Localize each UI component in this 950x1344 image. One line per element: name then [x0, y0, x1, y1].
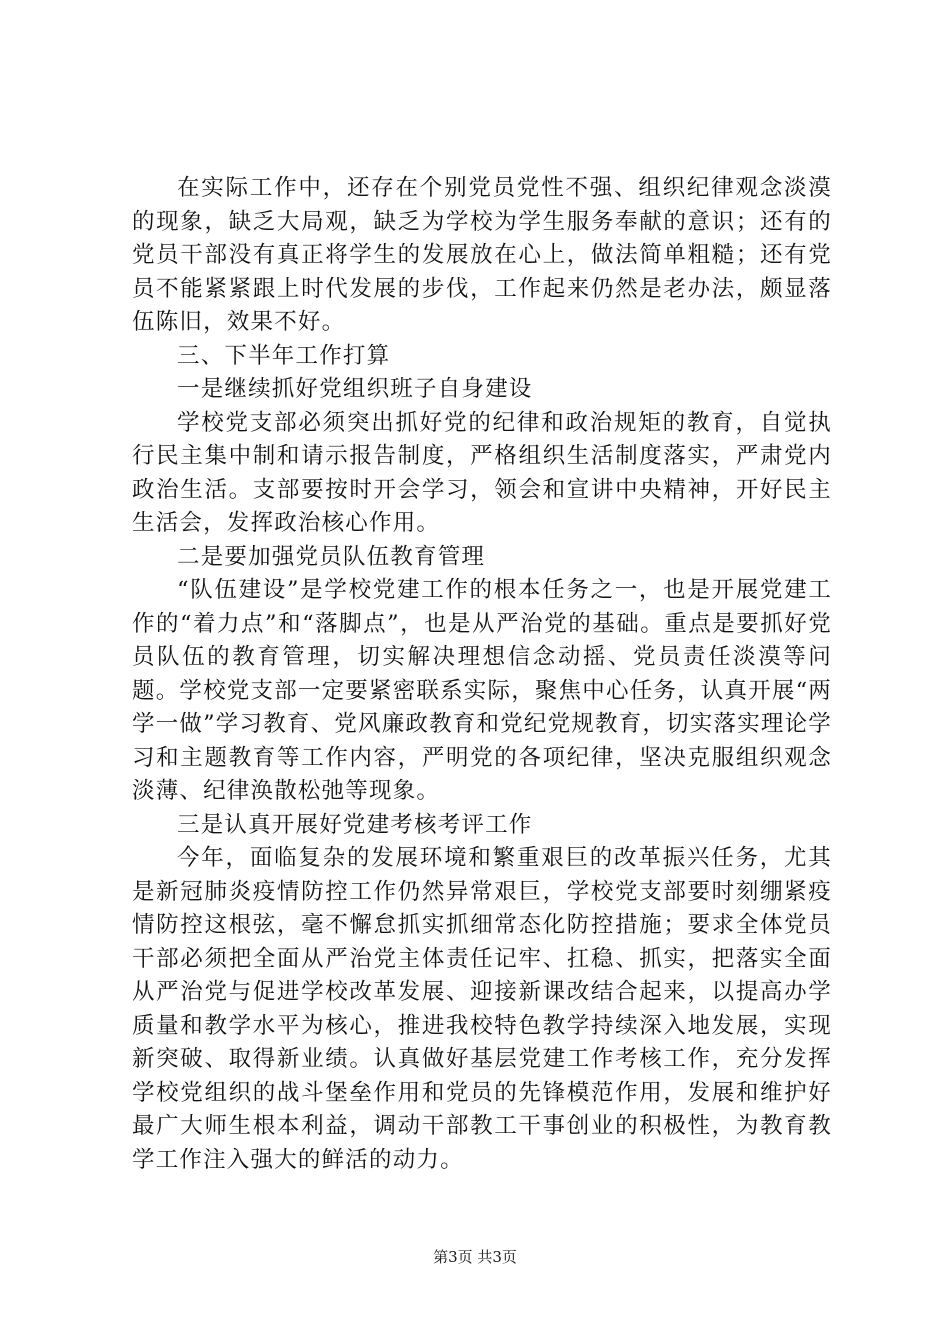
subheading-assessment: 三是认真开展好党建考核考评工作 — [177, 811, 533, 838]
page-number-footer: 第3页 共3页 — [433, 1248, 517, 1266]
document-body — [132, 172, 832, 1177]
subheading-member-education: 二是要加强党员队伍教育管理 — [177, 543, 486, 570]
section-heading-plan: 三、下半年工作打算 — [177, 342, 391, 369]
paragraph-member-education: “队伍建设”是学校党建工作的根本任务之一，也是开展党建工作的“着力点”和“落脚点”，也是从严治党的基础。重点是要抓好党员队伍的教育管理，切实解决理想信念动摇、党员责任淡漠等问题。学校党支部一定要紧密联系实际，聚焦中心任务，认真开展“两学一做”学习教育、党风廉政教育和党纪党规教育，切实落实理论学习和主题教育等工作内容，严明党的各项纪律，坚决克服组织观念淡薄、纪律涣散松弛等现象。 — [132, 577, 833, 804]
paragraph-team-building: 学校党支部必须突出抓好党的纪律和政治规矩的教育，自觉执行民主集中制和请示报告制度，严格组织生活制度落实，严肃党内政治生活。支部要按时开会学习，领会和宣讲中央精神，开好民主生活会，发挥政治核心作用。 — [132, 409, 832, 536]
paragraph-assessment: 今年，面临复杂的发展环境和繁重艰巨的改革振兴任务，尤其是新冠肺炎疫情防控工作仍然异常艰巨，学校党支部要时刻绷紧疫情防控这根弦，毫不懈怠抓实抓细常态化防控措施；要求全体党员干部必须把全面从严治党主体责任记牢、扛稳、抓实，把落实全面从严治党与促进学校改革发展、迎接新课改结合起来，以提高办学质量和教学水平为核心，推进我校特色教学持续深入地发展，实现新突破、取得新业绩。认真做好基层党建工作考核工作，充分发挥学校党组织的战斗堡垒作用和党员的先锋模范作用，发展和维护好最广大师生根本利益，调动干部教工干事创业的积极性，为教育教学工作注入强大的鲜活的动力。 — [132, 845, 832, 1173]
subheading-team-building: 一是继续抓好党组织班子自身建设 — [177, 376, 533, 402]
paragraph-shortcomings: 在实际工作中，还存在个别党员党性不强、组织纪律观念淡漠的现象，缺乏大局观，缺乏为学校为学生服务奉献的意识；还有的党员干部没有真正将学生的发展放在心上，做法简单粗糙；还有党员不能紧紧跟上时代发展的步伐，工作起来仍然是老办法，颇显落伍陈旧，效果不好。 — [132, 175, 832, 335]
